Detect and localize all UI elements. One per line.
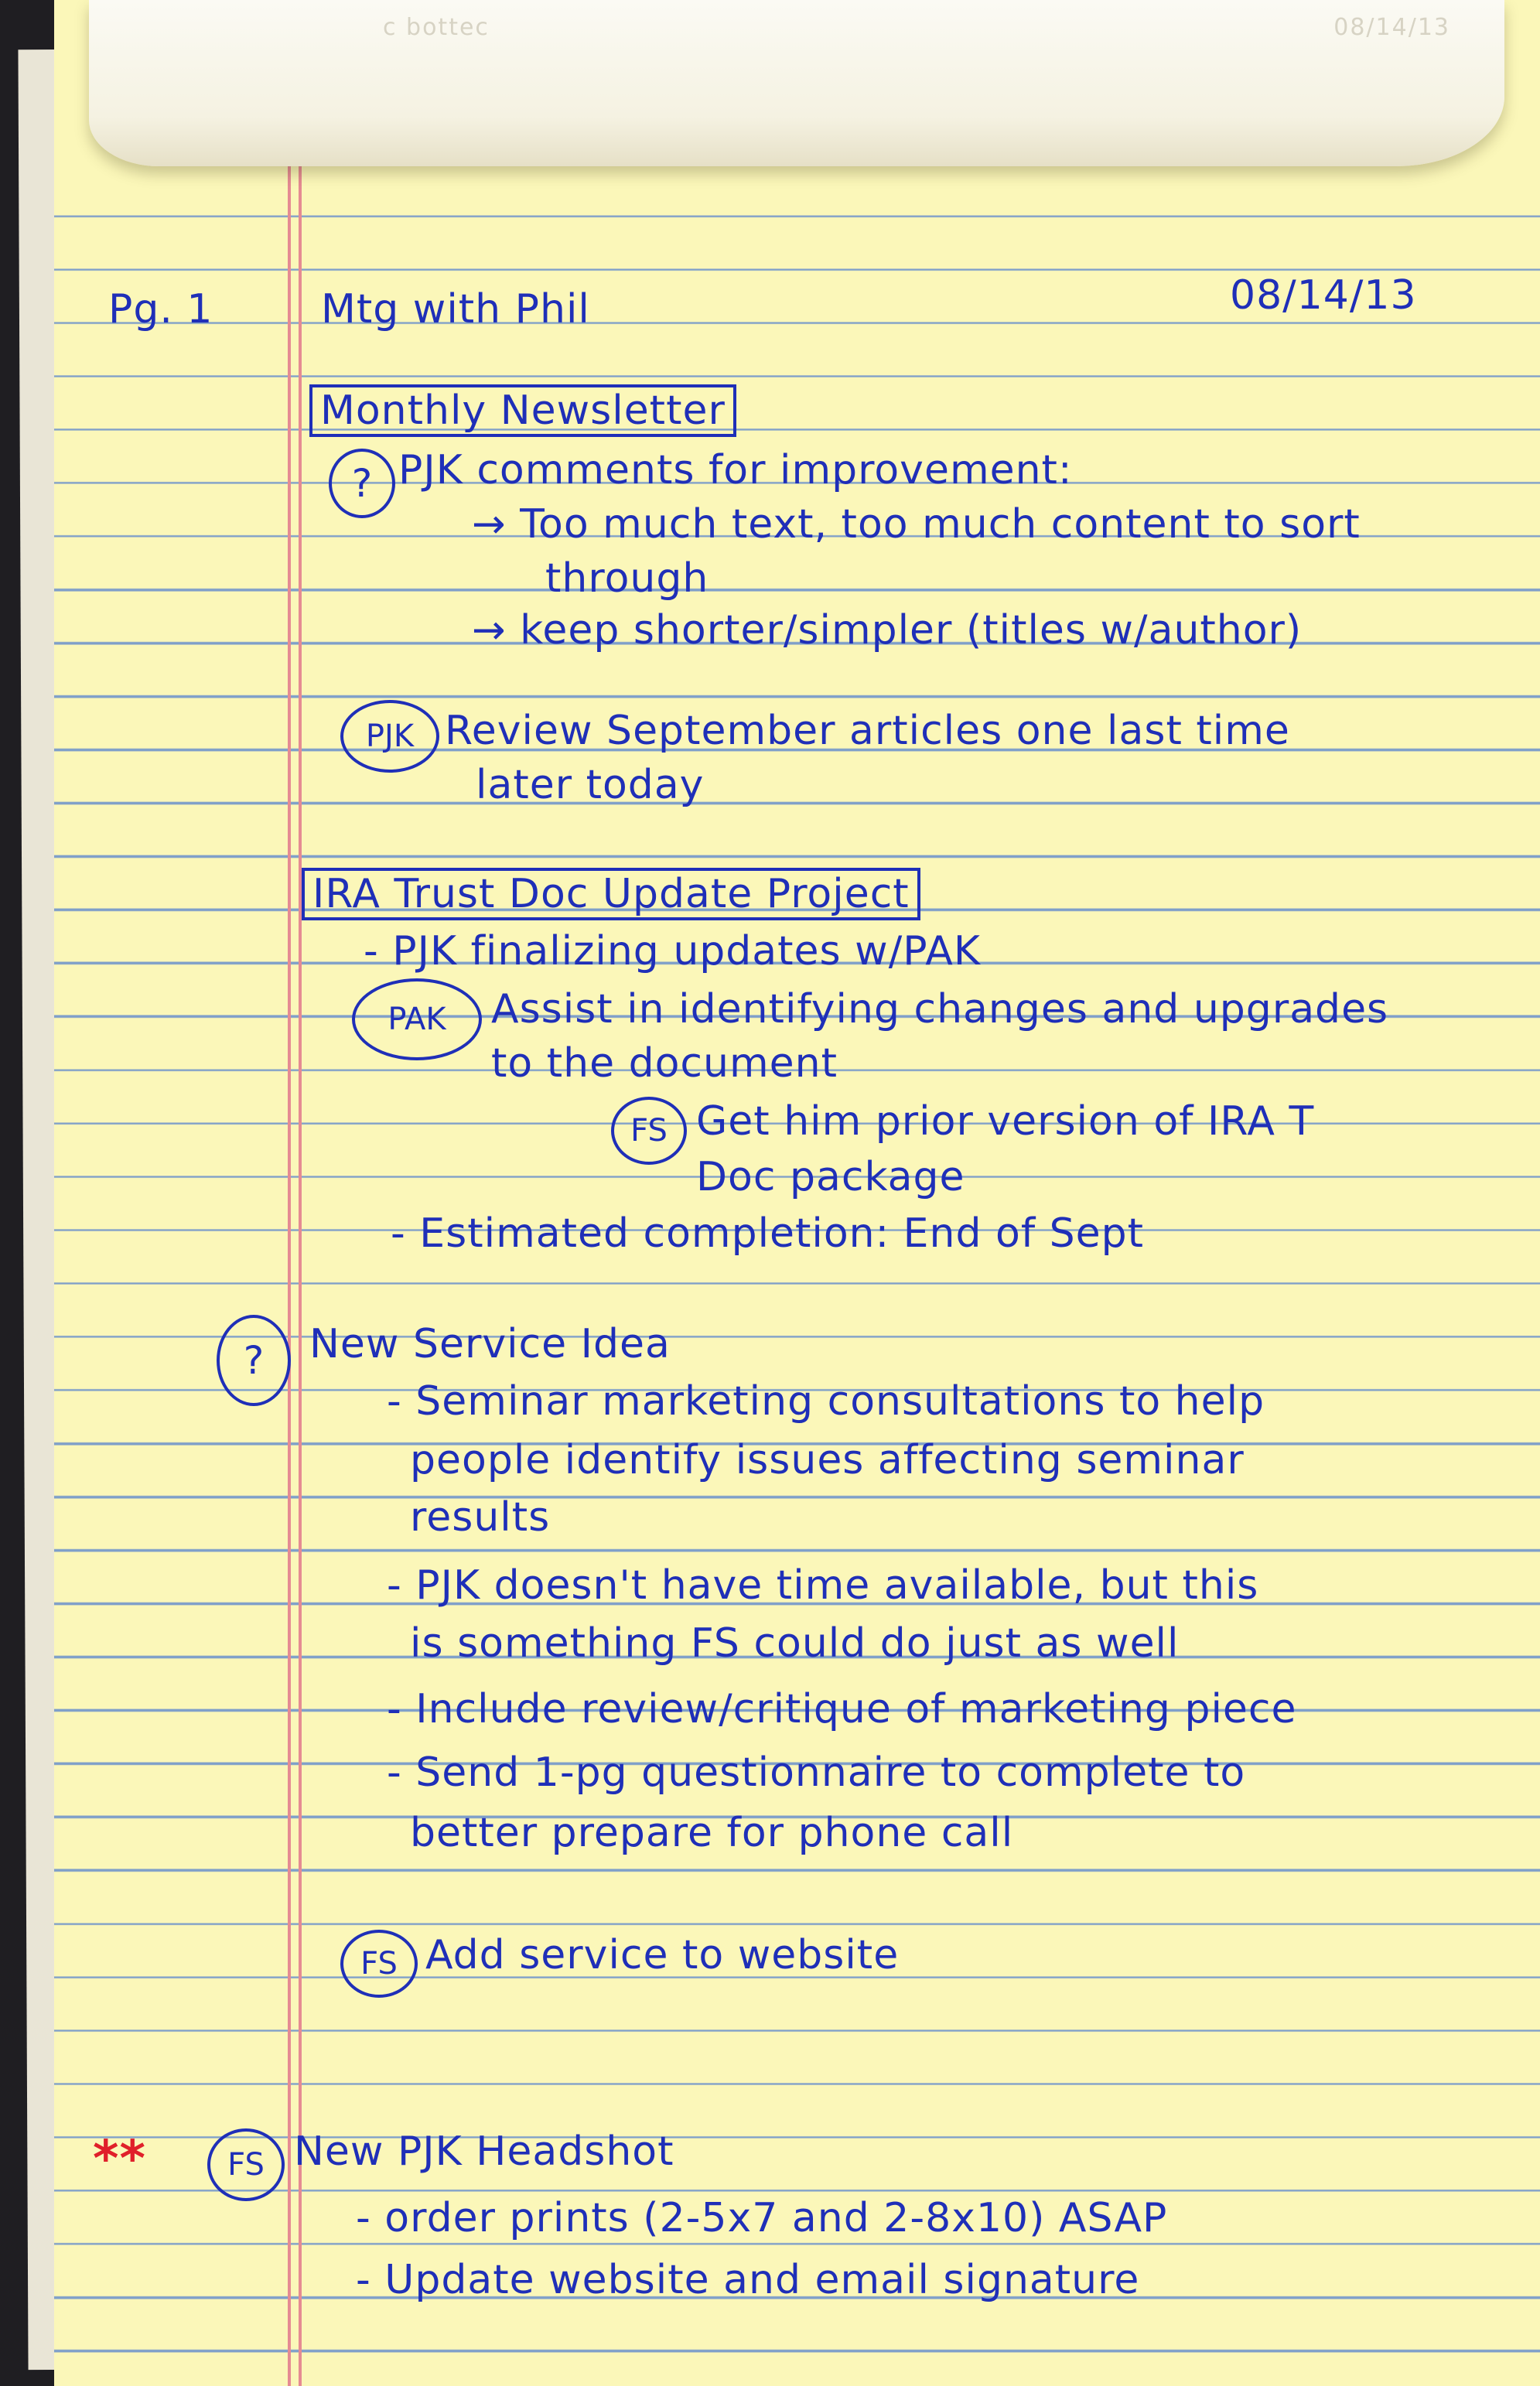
service-heading: New Service Idea <box>309 1321 671 1367</box>
newsletter-point-2: → keep shorter/simpler (titles w/author) <box>472 607 1303 654</box>
priority-stars: ** <box>93 2131 146 2188</box>
margin-line-right <box>299 155 302 2386</box>
ira-get-version: Get him prior version of IRA T <box>696 1098 1315 1145</box>
page-date: 08/14/13 <box>1230 272 1417 319</box>
tag-pak: PAK <box>352 978 482 1060</box>
service-bullet-3: - Include review/critique of marketing piece <box>387 1686 1297 1732</box>
service-add-website: Add service to website <box>425 1932 900 1978</box>
newsletter-comments: PJK comments for improvement: <box>398 447 1073 493</box>
service-bullet-2a: is something FS could do just as well <box>410 1620 1180 1667</box>
curl-faint-text-left: c bottec <box>383 14 490 41</box>
service-bullet-4a: better prepare for phone call <box>410 1810 1014 1856</box>
headshot-bullet-1: - order prints (2-5x7 and 2-8x10) ASAP <box>356 2195 1168 2241</box>
tag-fs: FS <box>340 1930 418 1998</box>
question-bubble-icon: ? <box>217 1315 291 1406</box>
service-bullet-1a: people identify issues affecting seminar <box>410 1437 1245 1483</box>
tag-fs: FS <box>611 1097 687 1165</box>
service-bullet-1: - Seminar marketing consultations to help <box>387 1378 1265 1425</box>
ira-heading: IRA Trust Doc Update Project <box>302 868 920 920</box>
ira-get-version-cont: Doc package <box>696 1154 965 1200</box>
ira-assist-cont: to the document <box>491 1040 838 1087</box>
folded-page-curl <box>89 0 1504 166</box>
question-bubble-icon: ? <box>329 449 395 518</box>
headshot-bullet-2: - Update website and email signature <box>356 2257 1140 2303</box>
service-bullet-1b: results <box>410 1494 551 1541</box>
legal-pad <box>54 0 1540 2386</box>
newsletter-point-1: → Too much text, too much content to sort <box>472 501 1361 548</box>
newsletter-action: Review September articles one last time <box>445 708 1290 754</box>
margin-line-left <box>288 155 291 2386</box>
service-bullet-4: - Send 1-pg questionnaire to complete to <box>387 1749 1246 1796</box>
service-bullet-2: - PJK doesn't have time available, but this <box>387 1562 1259 1609</box>
ira-estimated: - Estimated completion: End of Sept <box>391 1210 1145 1257</box>
page-title: Mtg with Phil <box>321 286 590 333</box>
page-number: Pg. 1 <box>108 286 213 333</box>
ira-line-1: - PJK finalizing updates w/PAK <box>364 928 981 975</box>
headshot-heading: New PJK Headshot <box>294 2128 674 2175</box>
newsletter-point-1-cont: through <box>545 555 709 602</box>
tag-fs: FS <box>207 2128 285 2201</box>
ira-assist: Assist in identifying changes and upgrades <box>491 986 1389 1033</box>
tag-pjk: PJK <box>340 700 439 773</box>
newsletter-heading: Monthly Newsletter <box>309 384 736 437</box>
curl-faint-text-right: 08/14/13 <box>1333 14 1450 41</box>
newsletter-action-cont: later today <box>476 762 705 808</box>
